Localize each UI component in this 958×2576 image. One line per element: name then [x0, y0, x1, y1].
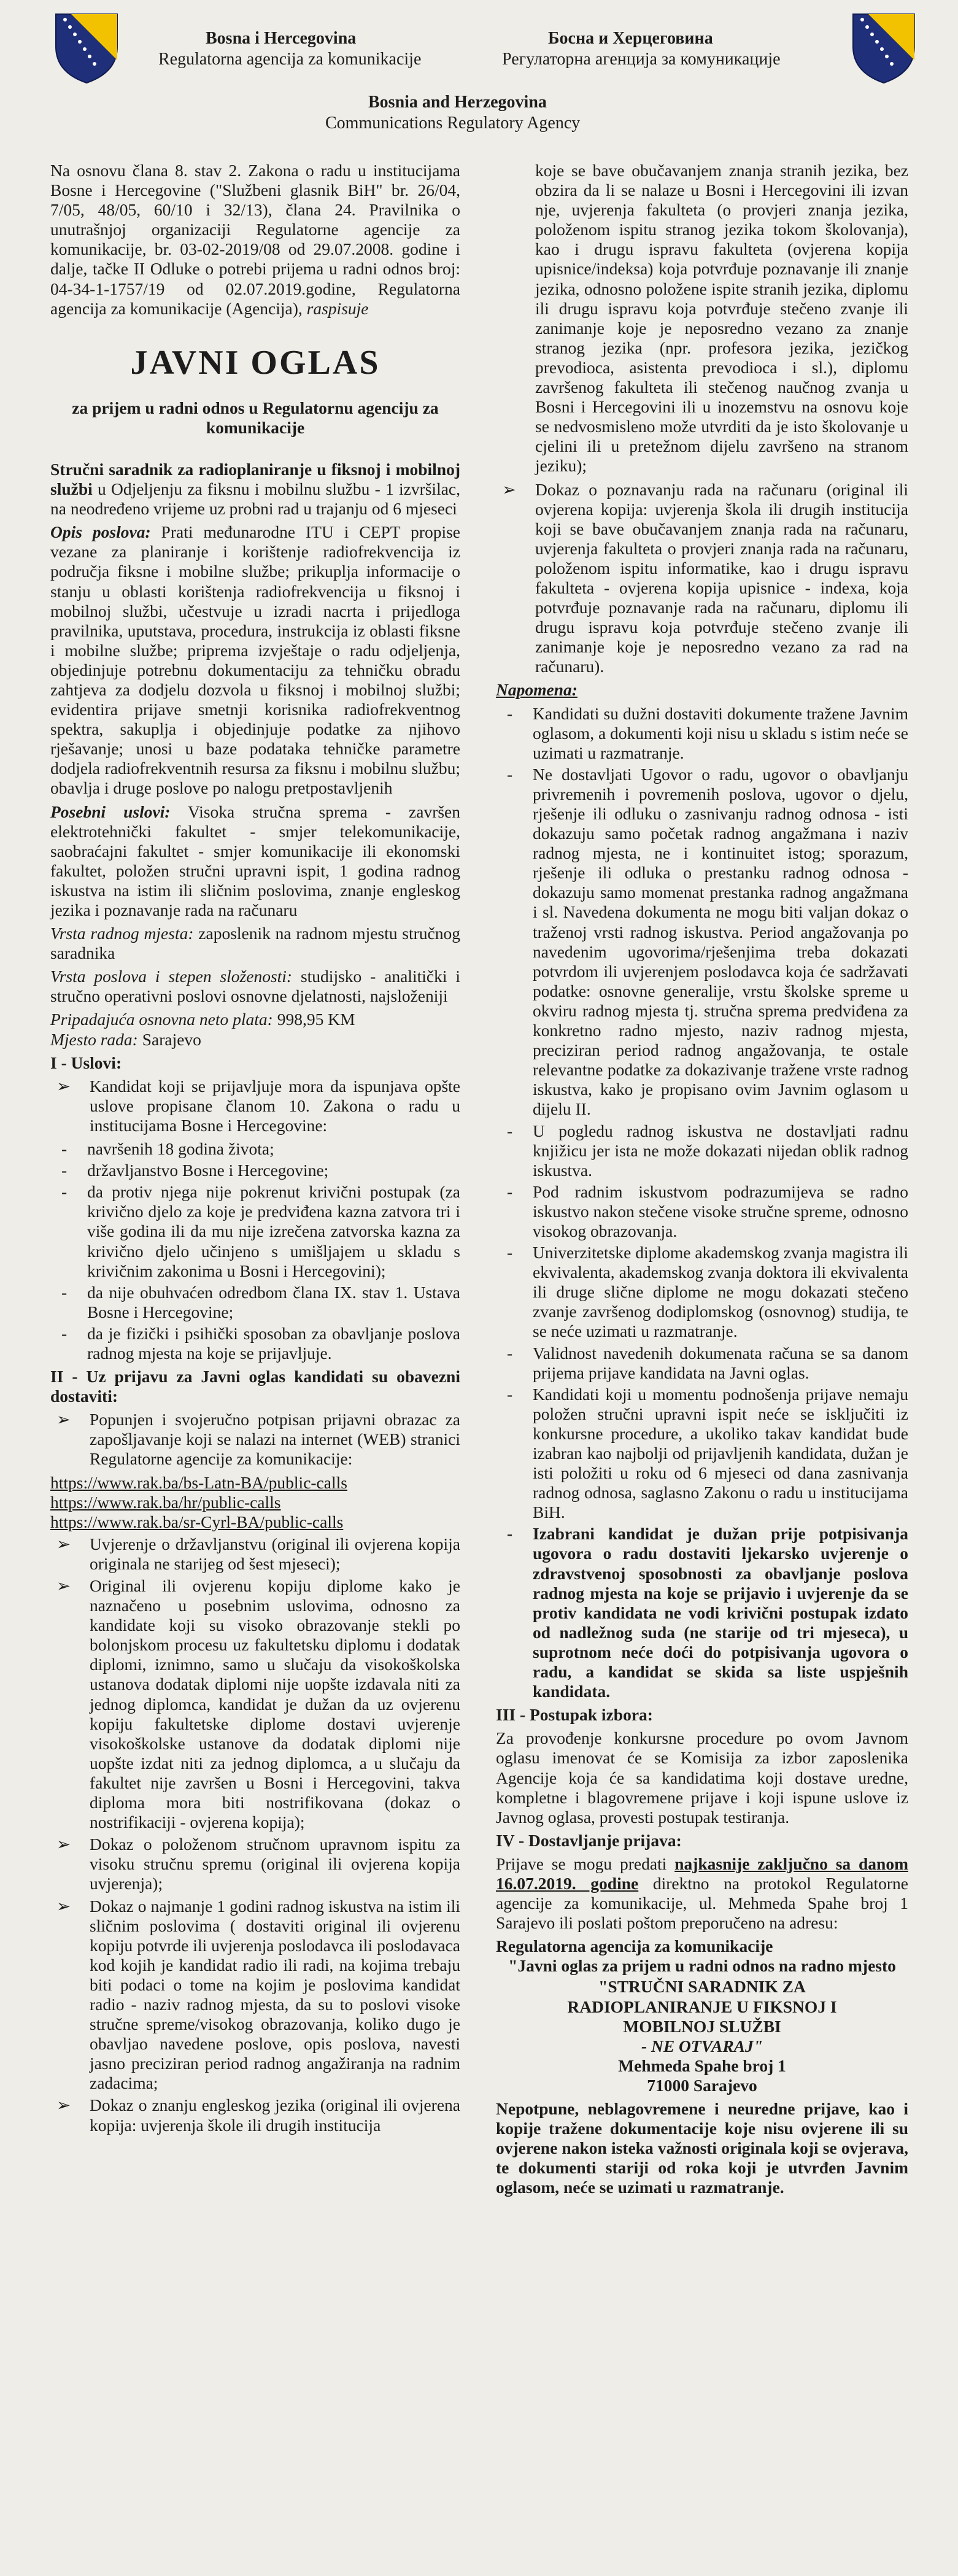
header-right-line1: Босна и Херцеговина — [548, 29, 713, 48]
list-item: - Univerzitetske diplome akademskog zvanja magistra ili ekvivalenta, akademskog zvanja doktora ili ekvivalenta ili druge slične diplome ne mogu dokazati stečeno zvanje završenog dodiplomskog (osnovnog) studija, te se neće uzimati u razmatranje. — [496, 1243, 908, 1341]
section-submission-title: IV - Dostavljanje prijava: — [496, 1830, 682, 1850]
list-item: ➢ Dokaz o položenom stručnom upravnom ispitu za visoku stručnu spremu (original ili ovjerena kopija uvjerenja); — [50, 1835, 460, 1893]
address-street: Mehmeda Spahe broj 1 — [618, 2056, 786, 2075]
selection-paragraph: Za provođenje konkursne procedure po ovom Javnom oglasu imenovat će se Komisija za izbor zaposlenika Agencije koja će sa kandidatima koji dostave uredne, kompletne i blagovremene prijave i koji ispune uslove iz Javnog oglasa, provesti postupak testiranja. — [496, 1728, 908, 1827]
header-left-line1: Bosna i Hercegovina — [206, 29, 357, 48]
list-item: - Izabrani kandidat je dužan prije potpisivanja ugovora o radu dostaviti ljekarsko uvjerenje o zdravstvenoj sposobnosti za obavljanje poslova radnog mjesta na koje se prijavio i uvjerenje da se protiv kandidata ne vodi krivični postupak izdato od nadležnog suda (ne starije od tri mjeseca), u suprotnom neće doći do potpisivanja ugovora o radu, a kandidat se skida sa liste uspješnih kandidata. — [496, 1524, 908, 1701]
list-item: - navršenih 18 godina života; — [50, 1139, 460, 1159]
list-item: ➢ Popunjen i svojeručno potpisan prijavni obrazac za zapošljavanje koji se nalazi na internet (WEB) stranici Regulatorne agencije za komunikacije: — [50, 1410, 460, 1469]
list-item: - da nije obuhvaćen odredbom člana IX. stav 1. Ustava Bosne i Hercegovine; — [50, 1283, 460, 1322]
complexity-paragraph: Vrsta poslova i stepen složenosti: studijsko - analitički i stručno operativni poslovi osnovne djelatnosti, najsloženiji — [50, 967, 461, 1006]
list-item: - da je fizički i psihički sposoban za obavljanje poslova radnog mjesta na koje se prijavljuje. — [50, 1324, 460, 1363]
address-agency: Regulatorna agencija za komunikacije — [496, 1936, 773, 1956]
link-sr[interactable]: https://www.rak.ba/sr-Cyrl-BA/public-calls — [50, 1512, 344, 1531]
documents-list — [50, 1410, 460, 1469]
list-item: ➢ Dokaz o poznavanju rada na računaru (original ili ovjerena kopija: uvjerenja škola ili drugih institucija koji se bave obučavanjem znanja rada na računaru, uvjerenja fakulteta o provjeri znanja rada na računaru, položenom ispitu informatike, kao i drugu ispravu fakulteta - ovjerena kopija upisnice - indexa, koja potvrđuje poznavanje rada na računaru, diplomu ili drugu ispravu koja potvrđuje stečeno zvanje ili zanimanje koje je neposredno vezano za rad na računaru). — [496, 480, 908, 677]
submission-paragraph: Prijave se mogu predati najkasnije zaključno sa danom 16.07.2019. godine direktno na protokol Regulatorne agencije za komunikacije, ul. Mehmeda Spahe broj 1 Sarajevo ili poslati poštom preporučeno na adresu: — [496, 1854, 909, 1933]
list-item: ➢ Original ili ovjerenu kopiju diplome kako je naznačeno u posebnim uslovima, odnosno za kandidate koji su visoko obrazovanje stekli po bolonjskom procesu uz fakultetsku diplomu i dodatak diplomi, iznimno, samo u slučaju da visokoškolska ustanova dodatak diplomi nije uopšte izdavala niti za jednog diplomca, kandidat je dužan da uz ovjerenu kopiju fakultetske diplome dostavi uvjerenje visokoškolske ustanove da dodatak diplomi nije uopšte izdat niti za jednog diplomca, a u slučaju da fakultet nije završen u Bosni i Hercegovini, takva diploma mora biti nostrifikovana (dokaz o nostrifikaciji - ovjerena kopija); — [50, 1576, 460, 1832]
section-selection-title: III - Postupak izbora: — [496, 1705, 653, 1725]
list-item: ➢ Dokaz o znanju engleskog jezika (original ili ovjerena kopija: uvjerenja škole ili drugih institucija — [50, 2095, 460, 2135]
intro-paragraph: Na osnovu člana 8. stav 2. Zakona o radu u institucijama Bosne i Hercegovine ("Službeni glasnik BiH" br. 26/04, 7/05, 48/05, 60/10 i 32/13), člana 24. Pravilnika o unutrašnjoj organizaciji Regulatorne agencije za komunikacije, br. 03-02-2019/08 od 29.07.2008. godine i dalje, tačke II Odluke o potrebi prijema u radni odnos broj: 04-34-1-1757/19 od 02.07.2019.godine, Regulatorna agencija za komunikacije (Agencija), raspisuje — [50, 161, 460, 318]
right-column — [496, 161, 908, 2201]
list-item: - Pod radnim iskustvom podrazumijeva se radno iskustvo nakon stečene visoke stručne spreme, odnosno visokog obrazovanja. — [496, 1182, 908, 1241]
list-item: ➢ Dokaz o najmanje 1 godini radnog iskustva na istim ili sličnim poslovima ( dostaviti original ili ovjerenu kopiju potvrde ili uvjerenja poslodavca ili poslodavaca kod kojih je kandidat radio ili radi, na kojima trebaju biti podaci o tome na kojim je poslovima kandidat radio - naziv radnog mjesta, da su to poslovi visoke stručne spreme/visokog obrazovanja, koliko dugo je obavljao navedene poslove, opis poslova, navesti jasno preciziran period radnog angažiranja na radnim zadacima; — [50, 1897, 460, 2094]
links-block — [50, 1473, 460, 1532]
list-item: - da protiv njega nije pokrenut krivični postupak (za krivično djelo za koje je predviđena kazna zatvora tri i više godina ili da mu nije izrečena zatvorska kazna za krivično djelo učinjeno s umišljajem u skladu s krivičnim zakonima u Bosni i Hercegovini); — [50, 1182, 460, 1280]
list-item: - U pogledu radnog iskustva ne dostavljati radnu knjižicu jer ista ne može dokazati nijedan oblik radnog iskustva. — [496, 1121, 908, 1180]
bih-coat-of-arms-icon — [53, 11, 120, 85]
notes-title: Napomena: — [496, 680, 578, 700]
section-conditions-title: I - Uslovi: — [50, 1053, 122, 1072]
letterhead — [0, 0, 958, 153]
job-type-paragraph: Vrsta radnog mjesta: zaposlenik na radnom mjestu stručnog saradnika — [50, 924, 460, 963]
conditions-lead-list — [50, 1077, 460, 1135]
computer-proof-list — [496, 480, 908, 677]
page-subtitle: za prijem u radni odnos u Regulatornu agenciju za komunikacije — [72, 398, 439, 437]
bih-coat-of-arms-icon — [850, 11, 917, 85]
list-item: - državljanstvo Bosne i Hercegovine; — [50, 1161, 460, 1180]
place-line: Mjesto rada: Sarajevo — [50, 1029, 201, 1049]
conditions-list — [50, 1139, 460, 1363]
language-proof-continued: koje se bave obučavanjem znanja stranih jezika, bez obzira da li se nalaze u Bosni i Hercegovini ili izvan nje, uvjerenja fakulteta (o provjeri znanja jezika, položenom ispitu stranog jezika tokom školovanja), kao i drugu ispravu fakulteta (ovjerena kopija upisnice/indeksa) koja potvrđuje poznavanje ili znanje jezika, odnosno položene ispite stranih jezika, diplomu ili drugu ispravu koja potvrđuje stečeno zvanje ili zanimanje koje je neposredno vezano za znanje stranog jezika (npr. profesora jezika, jezičkog prevodioca, asistenta prevodioca i sl.), diplomu završenog fakulteta ili stečenog naučnog zvanja u Bosni i Hercegovini ili u inozemstvu na osnovu koje se nedvosmisleno može utvrditi da je isto školovanje u cjelini ili u pretežnom dijelu završeno na stranom jeziku); — [535, 161, 908, 476]
documents-list-cont — [50, 1534, 460, 2135]
list-item: - Kandidati su dužni dostaviti dokumente tražene Javnim oglasom, a dokumenti koji nisu u skladu s istim neće se uzimati u razmatranje. — [496, 704, 908, 763]
special-conditions-paragraph: Posebni uslovi: Visoka stručna sprema - završen elektrotehnički fakultet - smjer telekomunikacije, saobraćajni fakultet - smjer komunikacije ili ekonomski fakultet, položen stručni upravni ispit, 1 godina radnog iskustva na istim ili sličnim poslovima, znanje engleskog jezika i poznavanje rada na računaru — [50, 802, 461, 919]
position-paragraph: Stručni saradnik za radioplaniranje u fiksnoj i mobilnoj službi u Odjeljenju za fiksnu i mobilnu službu - 1 izvršilac, na neodređeno vrijeme uz probni rad u trajanju od 6 mjeseci — [50, 459, 460, 519]
left-column — [50, 161, 460, 2139]
address-do-not-open: - NE OTVARAJ" — [641, 2036, 763, 2056]
header-right-line2: Регулаторна агенција за комуникације — [502, 50, 781, 69]
list-item: - Kandidati koji u momentu podnošenja prijave nemaju položen stručni upravni ispit neće se isključiti iz konkursne procedure, a ukoliko takav kandidat bude izabran kao najbolji od prijavljenih kandidata, dužan je isti položiti u roku od 6 mjeseci od dana zasnivanja radnog odnosa, saglasno Zakonu o radu u institucijama BiH. — [496, 1385, 908, 1523]
page-title: JAVNI OGLAS — [130, 343, 380, 382]
address-city: 71000 Sarajevo — [647, 2075, 757, 2095]
list-item: - Validnost navedenih dokumenata računa se sa danom prijema prijave kandidata na Javni oglas. — [496, 1344, 908, 1383]
address-position: "STRUČNI SARADNIK ZA RADIOPLANIRANJE U FIKSNOJ I MOBILNOJ SLUŽBI — [567, 1977, 837, 2036]
header-left-line2: Regulatorna agencija za komunikacije — [158, 50, 422, 69]
conditions-lead: ➢ Kandidat koji se prijavljuje mora da ispunjava opšte uslove propisane članom 10. Zakona o radu u institucijama Bosne i Hercegovine: — [50, 1077, 460, 1135]
duties-paragraph: Opis poslova: Prati međunarodne ITU i CEPT propise vezane za planiranje i korištenje radiofrekvencija iz područja fiksne i mobilne službe; prikuplja informacije o stanju u oblasti korištenja radiofrekvencija u fiksnoj i mobilnoj službi, učestvuje u izradi nacrta i prijedloga pravilnika, uputstava, procedura, instrukcija iz oblasti fiksne i mobilne službe; priprema izvještaje o radu odjeljenja, objedinjuje potrebnu dokumentaciju za tehničku obradu zahtjeva za dodjelu dozvola u fiksnoj i mobilnoj službi; evidentira prijave smetnji korisnika radiofrekventnog spektra, sakuplja i objedinjuje podatke za njihovo rješavanje; unosi u baze podataka tehničke parametre dodjela radiofrekventnih resursa za fiksnu i mobilnu službu; obavlja i druge poslove po nalogu pretpostavljenih — [50, 522, 460, 798]
header-center-line2: Communications Regulatory Agency — [325, 114, 581, 133]
list-item: - Ne dostavljati Ugovor o radu, ugovor o obavljanju privremenih i povremenih poslova, ugovor o djelu, rješenje ili odluku o zasnivanju radnog odnosa - isti dokazuju samo početak radnog angažmana i naziv radnog mjesta, ne i kontinuitet istog; sporazum, rješenje ili odluka o prestanku radnog odnosa - dokazuju samo momenat prestanka radnog angažmana i sl. Navedena dokumenta ne mogu biti valjan dokaz o traženoj vrsti radnog iskustva. Period angažovanja po navedenim ugovorima/rješenjima treba dokazati potvrdom ili uvjerenjem poslodavca koja će sadržavati podatke: osnovne generalije, vrstu školske spreme u okviru radnog mjesta tj. stručna sprema predviđena za konkretno radno mjesto, naziv radnog mjesta, preciziran period radnog angažovanja, te ostale relevantne podatke za dokazivanje tražene vrste radnog iskustva, kako je propisano ovim Javnim oglasom u dijelu II. — [496, 765, 908, 1120]
final-paragraph: Nepotpune, neblagovremene i neuredne prijave, kao i kopije tražene dokumentacije koje nisu ovjerene ili su ovjerene nakon isteka važnosti originala koji se ovjerava, te dokumenti stariji od roka koji je utvrđen Javnim oglasom, neće se uzimati u razmatranje. — [496, 2099, 908, 2197]
notes-list — [496, 704, 908, 1702]
link-hr[interactable]: https://www.rak.ba/hr/public-calls — [50, 1492, 281, 1512]
list-item: ➢ Uvjerenje o državljanstvu (original ili ovjerena kopija originala ne starijeg od šest mjeseci); — [50, 1534, 460, 1574]
link-bs[interactable]: https://www.rak.ba/bs-Latn-BA/public-calls — [50, 1472, 347, 1492]
address-quote: "Javni oglas za prijem u radni odnos na radno mjesto — [508, 1956, 896, 1976]
header-center-line1: Bosnia and Herzegovina — [368, 93, 547, 112]
section-documents-title: II - Uz prijavu za Javni oglas kandidati su obavezni dostaviti: — [50, 1367, 460, 1406]
salary-line: Pripadajuća osnovna neto plata: 998,95 KM — [50, 1010, 355, 1029]
